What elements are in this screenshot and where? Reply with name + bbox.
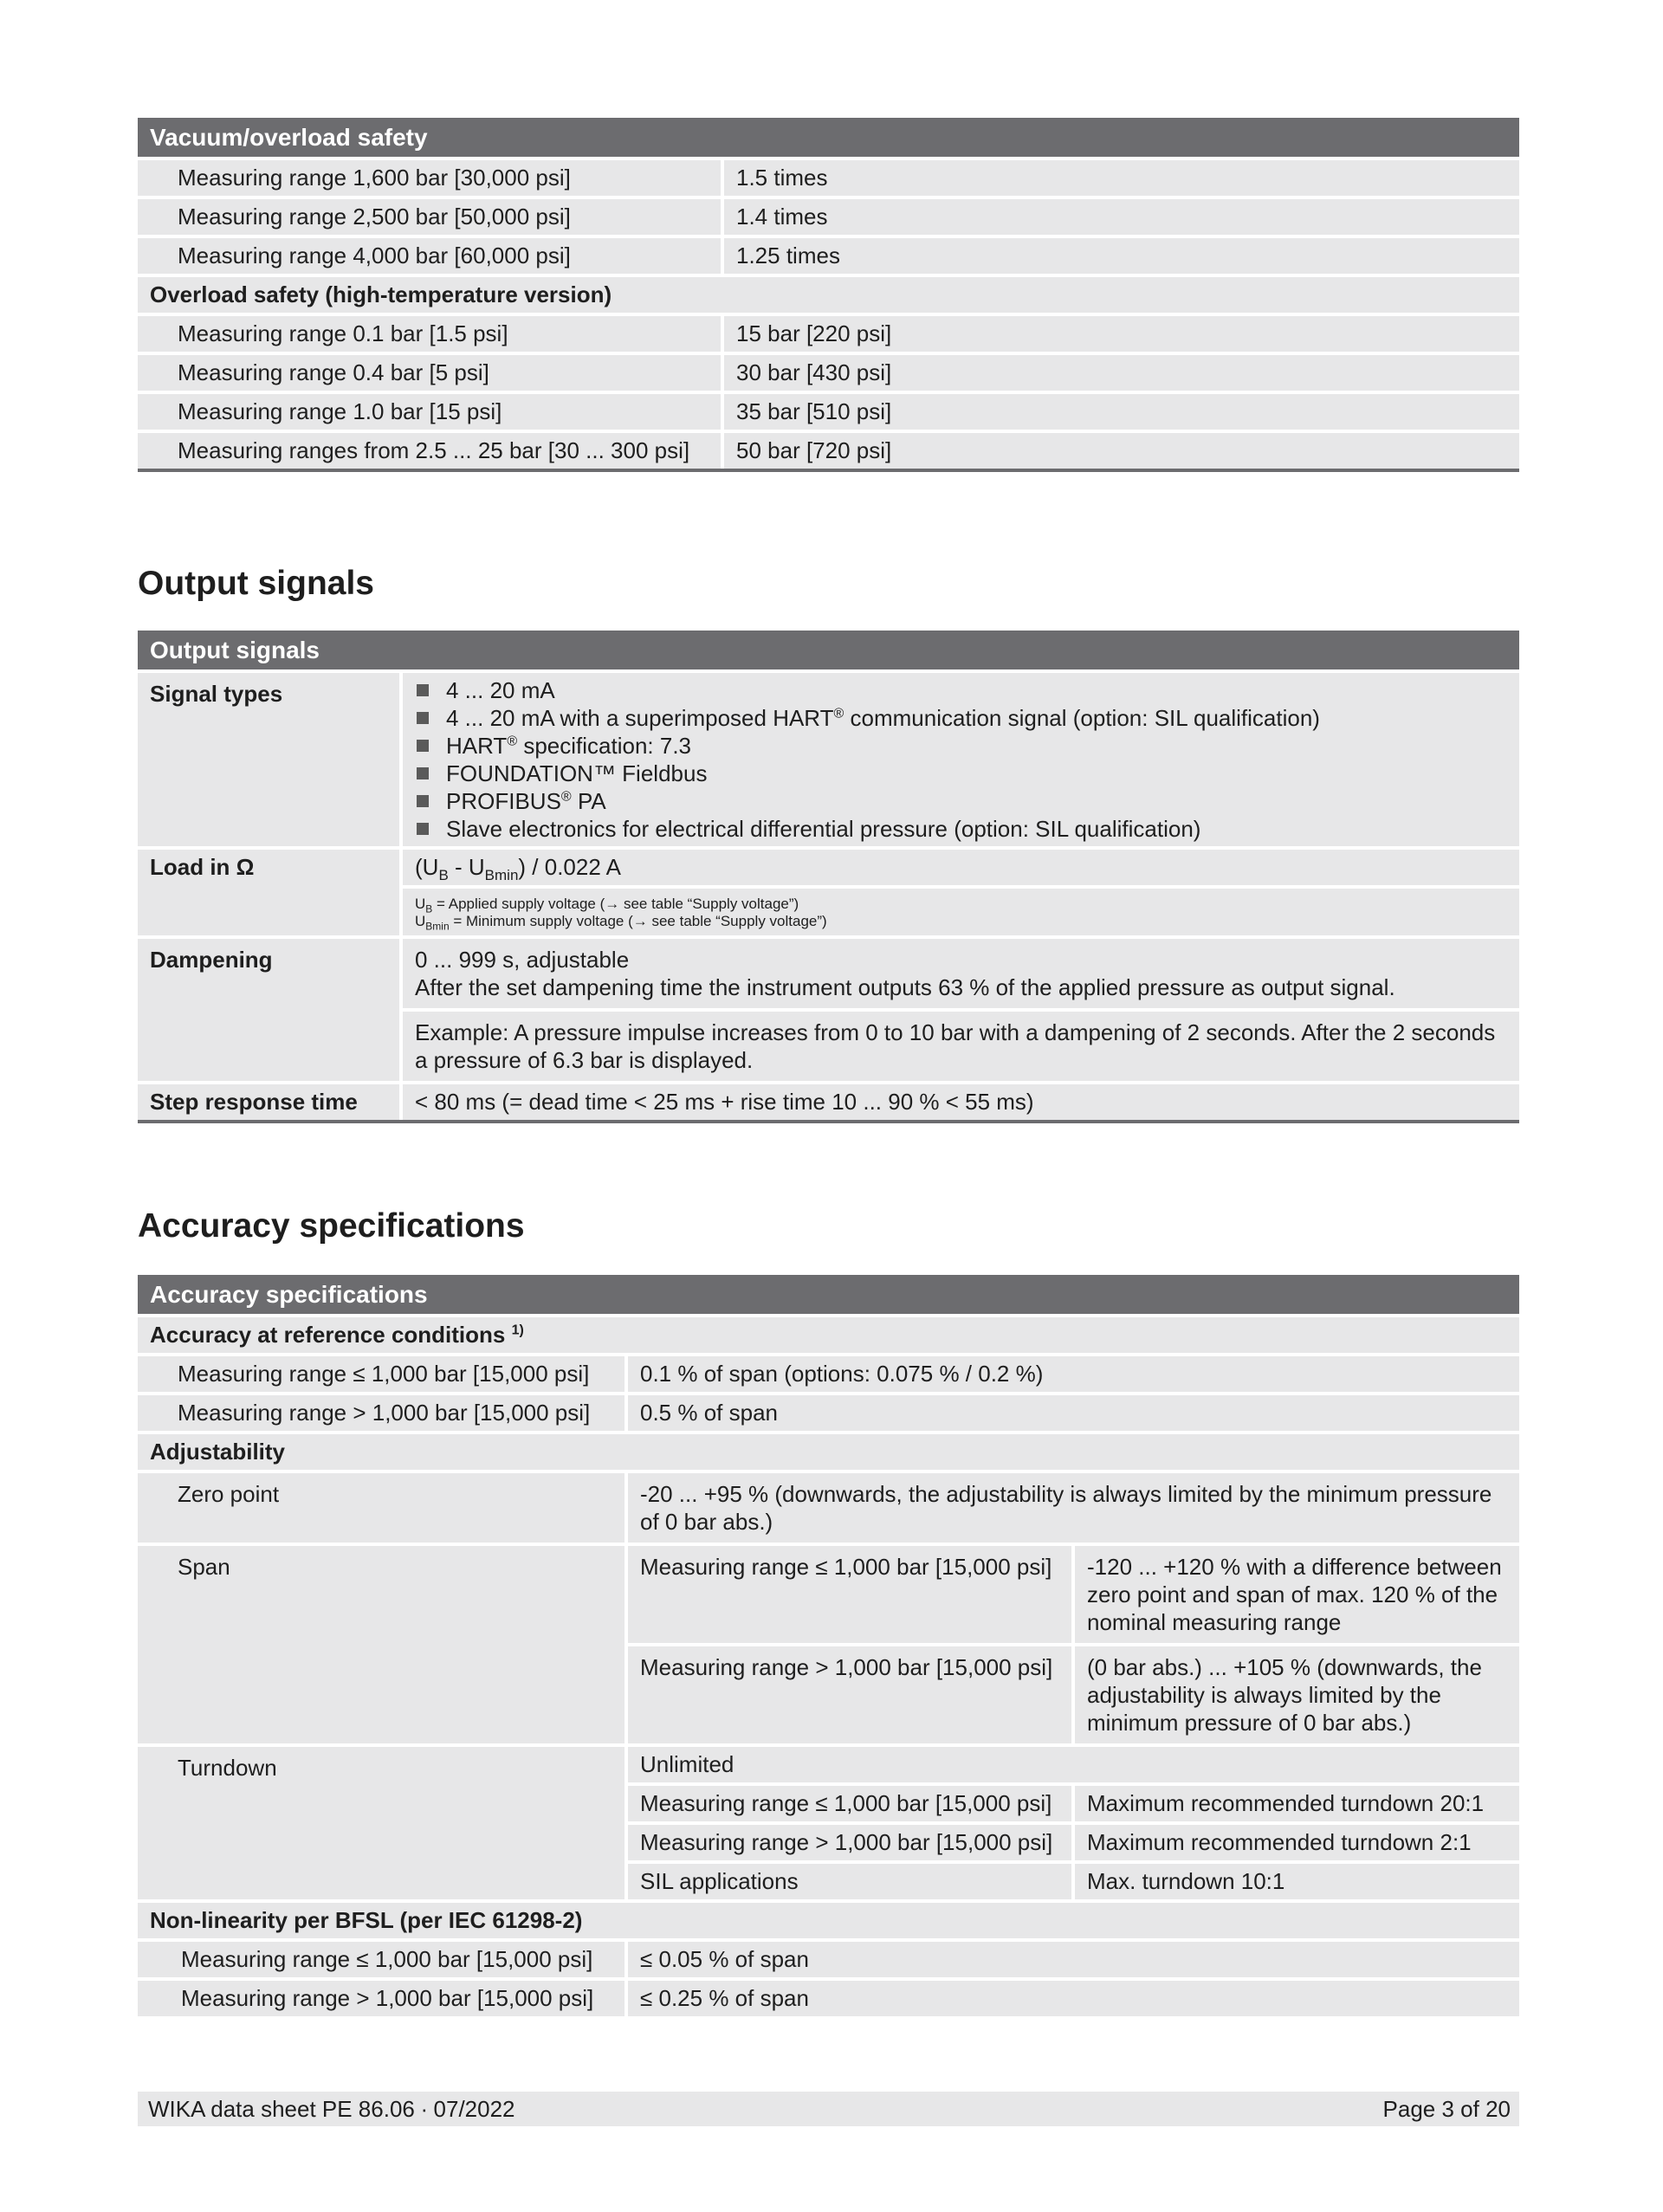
table-subheader-row xyxy=(138,1317,1519,1353)
list-item: PROFIBUS® PA xyxy=(415,787,1507,815)
row-label: Measuring range ≤ 1,000 bar [15,000 psi] xyxy=(138,1356,624,1392)
row-value: 15 bar [220 psi] xyxy=(724,316,1519,352)
row-value: 35 bar [510 psi] xyxy=(724,394,1519,430)
span-range: Measuring range ≤ 1,000 bar [15,000 psi] xyxy=(628,1546,1071,1643)
output-signals-table xyxy=(138,631,1519,1123)
row-label: Measuring range > 1,000 bar [15,000 psi] xyxy=(138,1981,624,2016)
turndown-range: Measuring range > 1,000 bar [15,000 psi] xyxy=(628,1825,1071,1860)
table-row xyxy=(138,1981,1519,2016)
row-label: Signal types xyxy=(138,673,399,846)
turndown-value: Maximum recommended turndown 2:1 xyxy=(1075,1825,1519,1860)
turndown-unlimited: Unlimited xyxy=(628,1747,1519,1782)
row-label: Turndown xyxy=(138,1747,624,1899)
table-subheader-row xyxy=(138,1903,1519,1938)
table-header: Output signals xyxy=(138,631,1519,669)
dampening-description: 0 ... 999 s, adjustable After the set dampening time the instrument outputs 63 % of the applied pressure as output signal. xyxy=(403,939,1519,1008)
bullet-square-icon xyxy=(417,767,429,779)
row-value: 50 bar [720 psi] xyxy=(724,433,1519,469)
load-note: $U_{Bmin}$ = Minimum supply voltage (→ see table “Supply voltage”) xyxy=(415,913,827,933)
list-item: FOUNDATION™ Fieldbus xyxy=(415,760,1507,787)
row-label: Measuring range 0.1 bar [1.5 psi] xyxy=(138,316,721,352)
table-row xyxy=(138,1395,1519,1431)
row-label: Zero point xyxy=(138,1473,624,1543)
row-label: Span xyxy=(138,1546,624,1743)
footer-page-number: Page 3 of 20 xyxy=(1382,2096,1511,2122)
table-header: Vacuum/overload safety xyxy=(138,118,1519,157)
bullet-square-icon xyxy=(417,712,429,724)
turndown-subrow xyxy=(628,1825,1519,1860)
table-row xyxy=(138,199,1519,235)
table-row xyxy=(138,673,1519,846)
span-value: (0 bar abs.) ... +105 % (downwards, the adjustability is always limited by the minimum pressure of 0 bar abs.) xyxy=(1075,1646,1519,1743)
table-subheader: Overload safety (high-temperature version) xyxy=(138,277,1519,313)
table-row xyxy=(138,939,1519,1081)
bullet-square-icon xyxy=(417,795,429,807)
row-value: 1.25 times xyxy=(724,238,1519,274)
load-note: $U_B$ = Applied supply voltage (→ see table “Supply voltage”) xyxy=(415,896,799,915)
table-subheader: Accuracy at reference conditions $^{1)}$ xyxy=(138,1317,1519,1353)
signal-types-list xyxy=(415,673,1507,846)
table-row xyxy=(138,1084,1519,1123)
turndown-value: Max. turndown 10:1 xyxy=(1075,1864,1519,1899)
table-row xyxy=(138,394,1519,430)
footer-document-ref: WIKA data sheet PE 86.06 ∙ 07/2022 xyxy=(148,2096,515,2122)
load-notes xyxy=(403,889,1519,935)
table-subheader-row xyxy=(138,1434,1519,1470)
table-row xyxy=(138,1747,1519,1899)
table-row xyxy=(138,1356,1519,1392)
table-row xyxy=(138,316,1519,352)
turndown-subrow xyxy=(628,1786,1519,1821)
page-footer xyxy=(138,2092,1519,2126)
list-item: 4 ... 20 mA with a superimposed HART® communication signal (option: SIL qualification) xyxy=(415,704,1507,732)
table-row xyxy=(138,433,1519,472)
turndown-range: SIL applications xyxy=(628,1864,1071,1899)
vacuum-overload-table xyxy=(138,118,1519,472)
row-value: 30 bar [430 psi] xyxy=(724,355,1519,391)
row-value: 0.1 % of span (options: 0.075 % / 0.2 %) xyxy=(628,1356,1519,1392)
section-heading-output-signals: Output signals xyxy=(138,565,374,602)
row-label: Measuring range 4,000 bar [60,000 psi] xyxy=(138,238,721,274)
table-row xyxy=(138,1942,1519,1977)
row-label: Measuring range 1,600 bar [30,000 psi] xyxy=(138,160,721,196)
list-item: HART® specification: 7.3 xyxy=(415,732,1507,760)
row-label: Measuring range 1.0 bar [15 psi] xyxy=(138,394,721,430)
table-row xyxy=(138,1473,1519,1543)
table-header: Accuracy specifications xyxy=(138,1275,1519,1314)
row-value: 0.5 % of span xyxy=(628,1395,1519,1431)
bullet-square-icon xyxy=(417,740,429,752)
span-value: -120 ... +120 % with a difference between zero point and span of max. 120 % of the nominal measuring range xyxy=(1075,1546,1519,1643)
table-row xyxy=(138,850,1519,935)
row-label: Measuring range ≤ 1,000 bar [15,000 psi] xyxy=(138,1942,624,1977)
table-row xyxy=(138,238,1519,274)
section-heading-accuracy: Accuracy specifications xyxy=(138,1207,525,1245)
row-value: 1.4 times xyxy=(724,199,1519,235)
accuracy-table xyxy=(138,1275,1519,2020)
bullet-square-icon xyxy=(417,823,429,835)
signal-types-list-cell xyxy=(403,673,1519,846)
load-values xyxy=(403,850,1519,935)
row-label: Step response time xyxy=(138,1084,399,1120)
row-label: Measuring ranges from 2.5 ... 25 bar [30 ... 300 psi] xyxy=(138,433,721,469)
turndown-range: Measuring range ≤ 1,000 bar [15,000 psi] xyxy=(628,1786,1071,1821)
dampening-values xyxy=(403,939,1519,1081)
row-value: -20 ... +95 % (downwards, the adjustability is always limited by the minimum pressure of 0 bar abs.) xyxy=(628,1473,1519,1543)
span-subtable xyxy=(628,1546,1519,1743)
table-row xyxy=(138,355,1519,391)
span-subrow xyxy=(628,1646,1519,1743)
row-label: Measuring range 2,500 bar [50,000 psi] xyxy=(138,199,721,235)
row-label: Measuring range > 1,000 bar [15,000 psi] xyxy=(138,1395,624,1431)
table-subheader: Adjustability xyxy=(138,1434,1519,1470)
turndown-value: Maximum recommended turndown 20:1 xyxy=(1075,1786,1519,1821)
bullet-square-icon xyxy=(417,684,429,696)
row-value: ≤ 0.25 % of span xyxy=(628,1981,1519,2016)
table-subheader-row xyxy=(138,277,1519,313)
table-subheader: Non-linearity per BFSL (per IEC 61298-2) xyxy=(138,1903,1519,1938)
span-subrow xyxy=(628,1546,1519,1643)
row-value: 1.5 times xyxy=(724,160,1519,196)
load-formula: $(U_B - U_{Bmin}) / 0.022$ A xyxy=(403,850,1519,885)
table-row xyxy=(138,160,1519,196)
table-row xyxy=(138,1546,1519,1743)
row-value: < 80 ms (= dead time < 25 ms + rise time 10 ... 90 % < 55 ms) xyxy=(403,1084,1519,1120)
list-item: Slave electronics for electrical differential pressure (option: SIL qualification) xyxy=(415,815,1507,843)
span-range: Measuring range > 1,000 bar [15,000 psi] xyxy=(628,1646,1071,1743)
turndown-subtable xyxy=(628,1747,1519,1899)
row-label: Dampening xyxy=(138,939,399,1081)
turndown-subrow xyxy=(628,1864,1519,1899)
row-label: Load in Ω xyxy=(138,850,399,935)
row-value: ≤ 0.05 % of span xyxy=(628,1942,1519,1977)
dampening-example: Example: A pressure impulse increases from 0 to 10 bar with a dampening of 2 seconds. After the 2 seconds a pressure of 6.3 bar is displayed. xyxy=(403,1012,1519,1081)
row-label: Measuring range 0.4 bar [5 psi] xyxy=(138,355,721,391)
list-item: 4 ... 20 mA xyxy=(415,676,1507,704)
